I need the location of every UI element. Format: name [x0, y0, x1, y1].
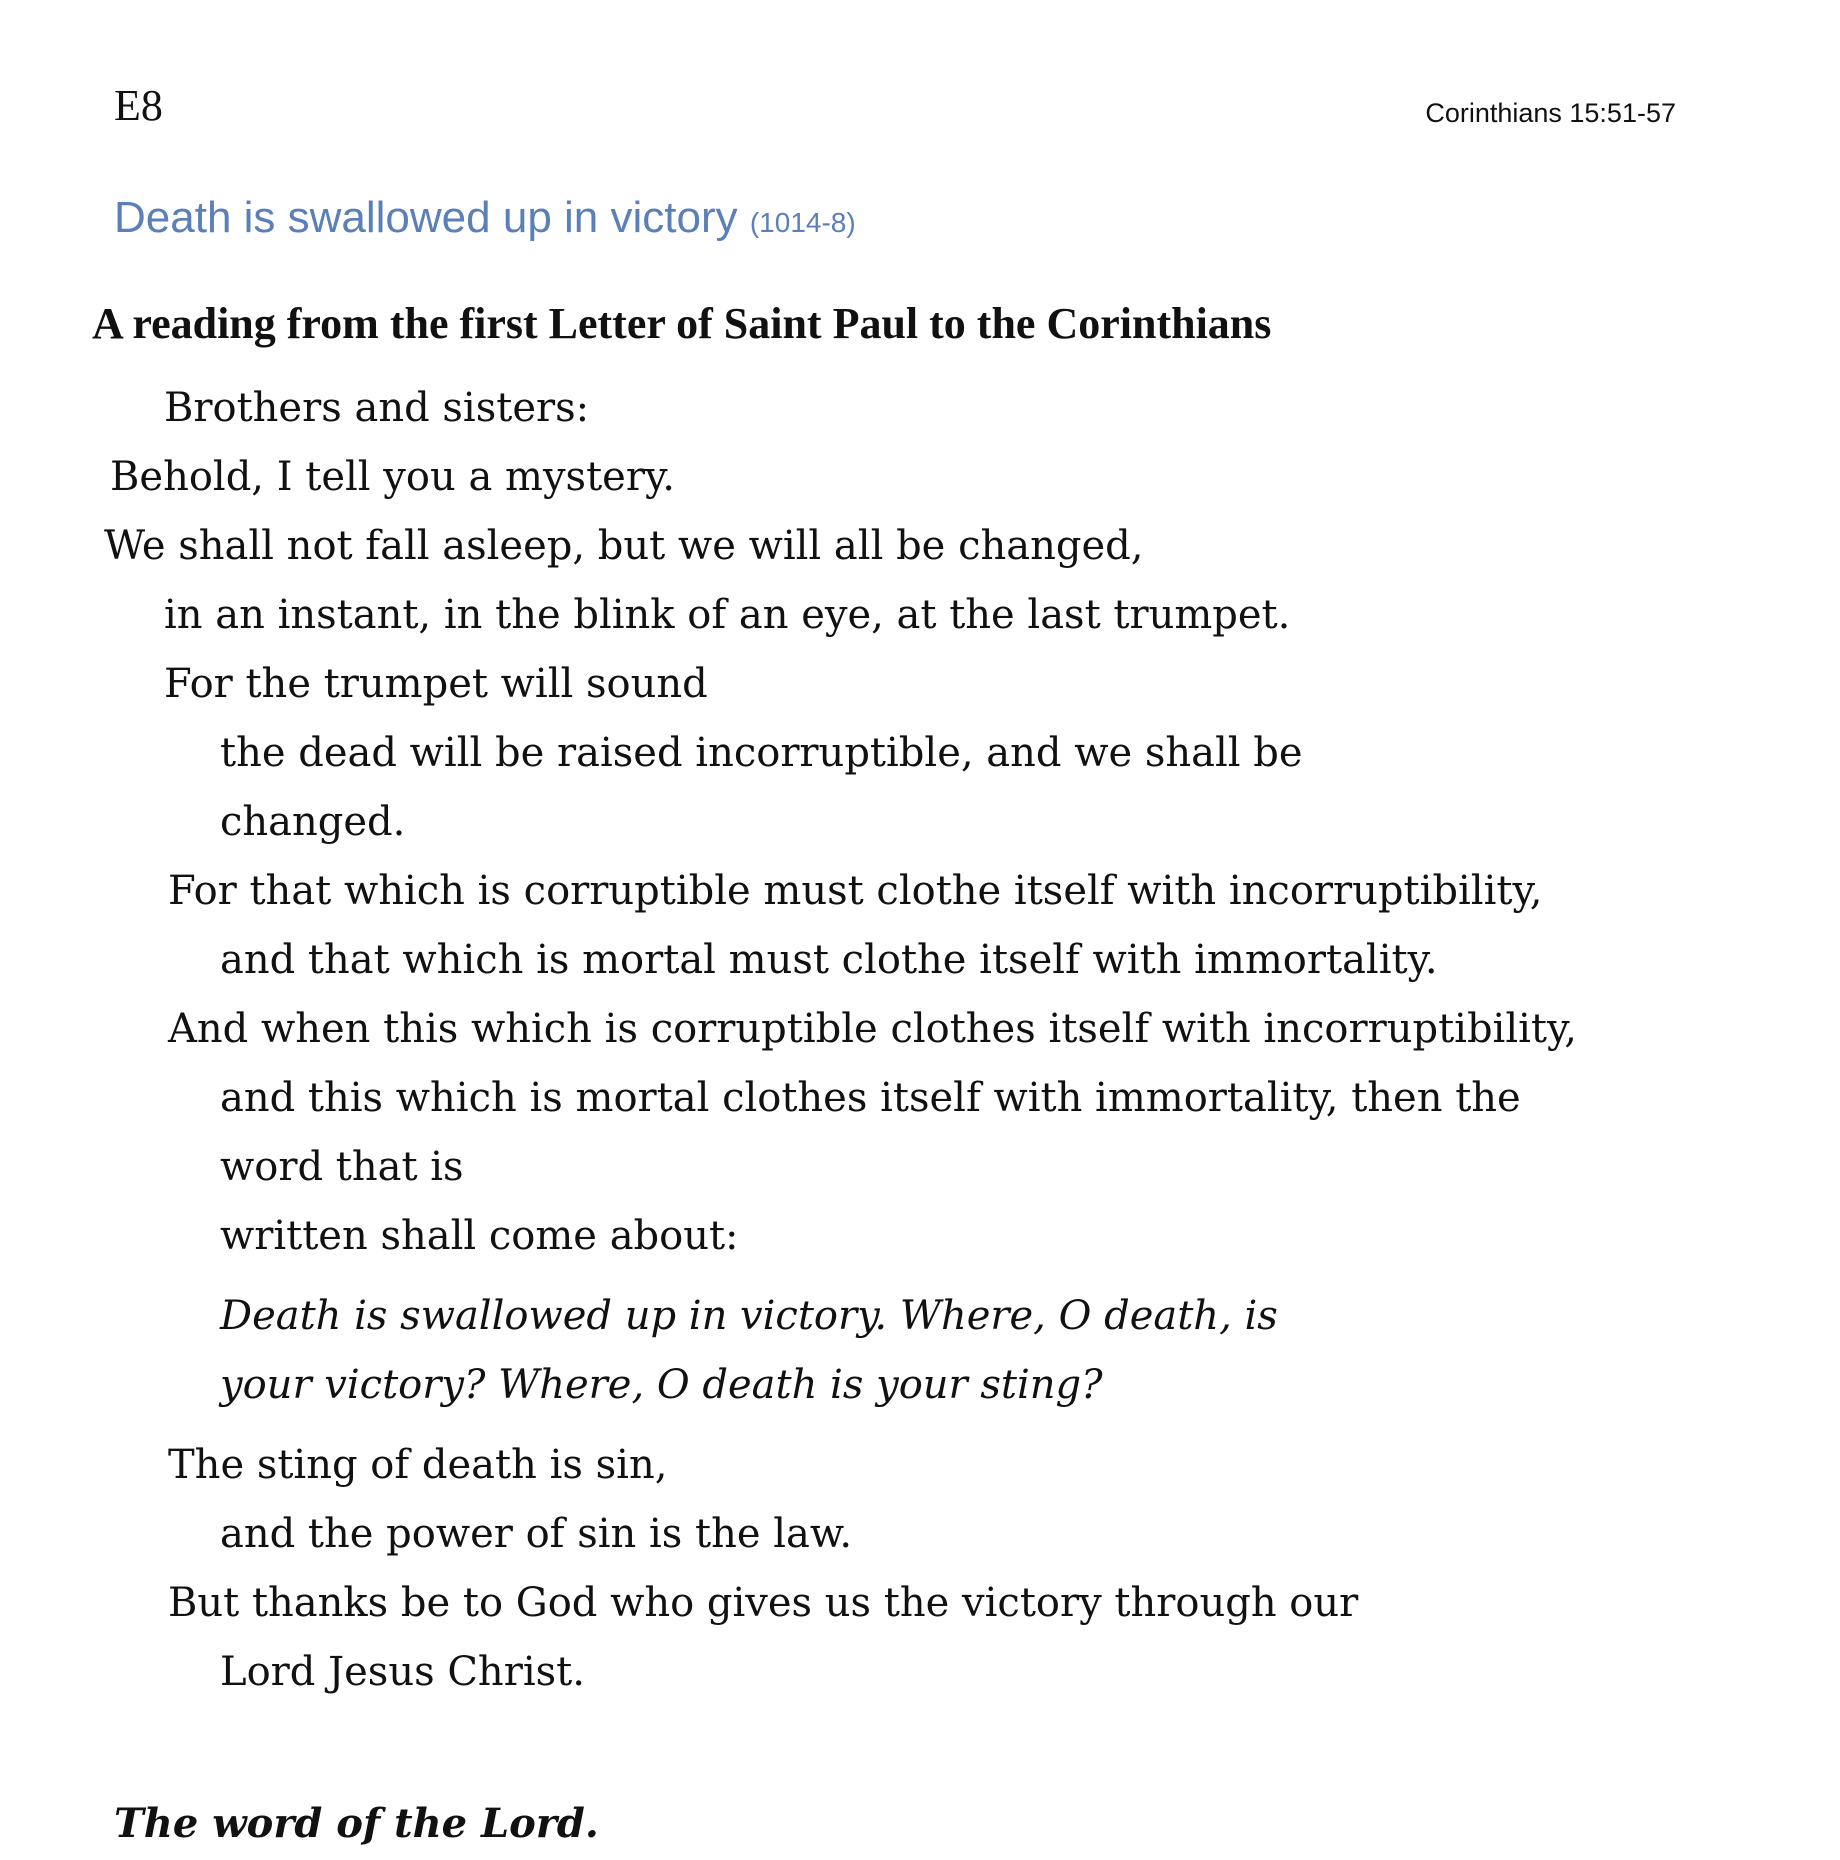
reading-line: word that is — [220, 1144, 464, 1190]
reading-line: the dead will be raised incorruptible, and we shall be — [220, 730, 1303, 776]
reading-line: For the trumpet will sound — [164, 661, 708, 707]
reading-line: Brothers and sisters: — [164, 385, 590, 431]
closing-acclamation: The word of the Lord. — [114, 1800, 599, 1847]
scripture-quote-line: Death is swallowed up in victory. Where, O death, is — [220, 1293, 1278, 1339]
reading-line: For that which is corruptible must clothe itself with incorruptibility, — [168, 868, 1543, 914]
reading-title-text: Death is swallowed up in victory — [114, 193, 738, 242]
reading-line: and the power of sin is the law. — [220, 1511, 853, 1557]
scripture-quote-line: your victory? Where, O death is your sting? — [220, 1362, 1103, 1408]
reading-line: The sting of death is sin, — [168, 1442, 668, 1488]
scripture-citation: Corinthians 15:51-57 — [1425, 98, 1676, 128]
reading-line: written shall come about: — [220, 1213, 739, 1259]
reading-line: But thanks be to God who gives us the victory through our — [168, 1580, 1359, 1626]
reading-line: Behold, I tell you a mystery. — [110, 454, 675, 500]
reading-line: Lord Jesus Christ. — [220, 1649, 585, 1695]
reading-line: and this which is mortal clothes itself with immortality, then the — [220, 1075, 1521, 1121]
reading-line: We shall not fall asleep, but we will all be changed, — [104, 523, 1144, 569]
reading-code: E8 — [114, 81, 163, 130]
reading-title-code: (1014-8) — [749, 207, 856, 238]
reading-title — [114, 193, 856, 242]
reading-line: changed. — [220, 799, 406, 845]
reading-line: in an instant, in the blink of an eye, at the last trumpet. — [164, 592, 1291, 638]
reading-line: And when this which is corruptible clothes itself with incorruptibility, — [168, 1006, 1578, 1052]
reading-line: and that which is mortal must clothe itself with immortality. — [220, 937, 1438, 983]
reading-introduction: A reading from the first Letter of Saint Paul to the Corinthians — [92, 299, 1272, 348]
